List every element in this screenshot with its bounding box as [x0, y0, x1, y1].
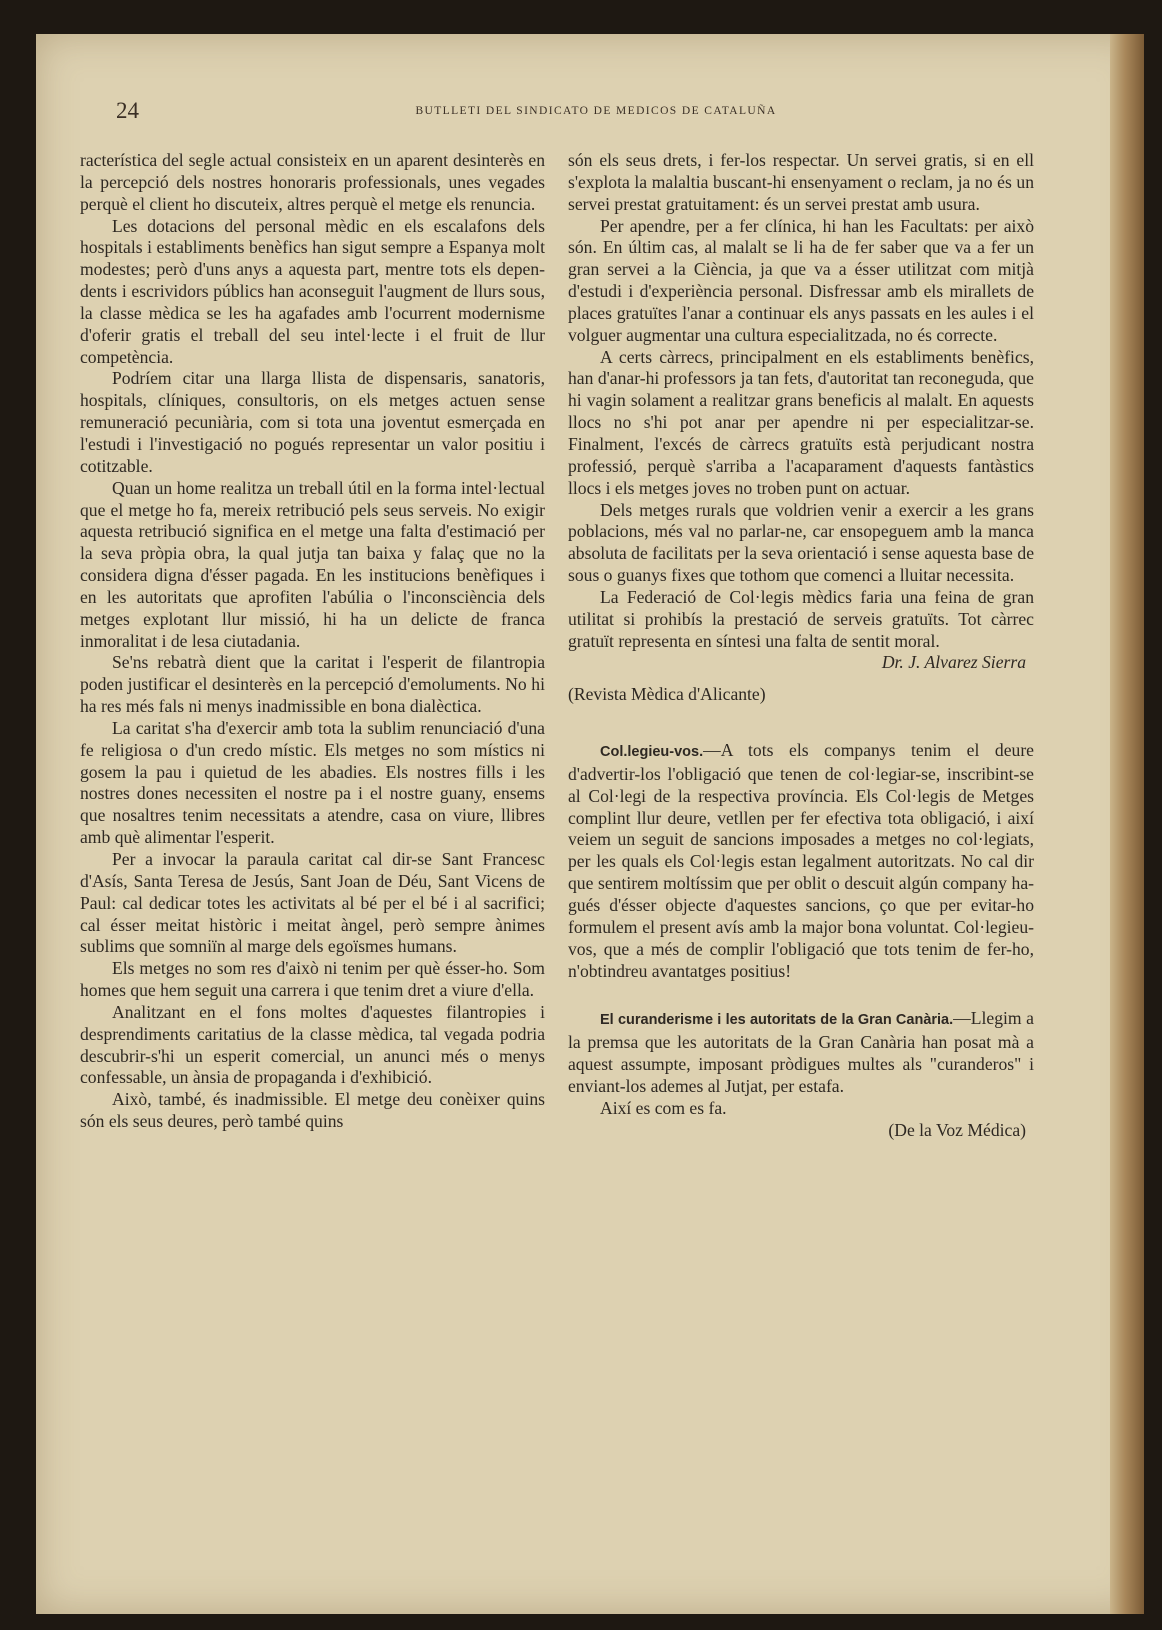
paragraph: són els seus drets, i fer-los respectar. Un servei gratis, si en ell s'explota la malaltia buscant-hi ensenyament o reclam, ja no és un servei prestat gratuitament: és un servei prestat amb usura.: [568, 150, 1034, 214]
paragraph: Podríem citar una llarga llista de dispensaris, sanatoris, hospitals, clíniques, consultoris, on els metges actuen sense remuneració pecuniària, com si tota una joventut esmerçada en l'estudi i l'investigació no pogués representar un valor positiu i cotitzable.: [80, 368, 545, 476]
page-number: 24: [116, 98, 139, 123]
paragraph: Això, també, és inadmissible. El metge deu conèixer quins són els seus deures, però també quins: [80, 1089, 545, 1132]
news-item-curanderisme: [568, 1008, 1034, 1097]
news-heading: El curanderisme i les autoritats de la Gran Canària.: [600, 1012, 954, 1029]
paragraph: A certs càrrecs, principalment en els establiments benèfics, han d'anar-hi professors ja tan fets, d'autoritat tan reconeguda, que hi vagin solament a realitzar grans beneficis al malalt. En aquests llocs no s'hi pot anar per apendre ni per especialitzar-se. Finalment, l'excés de càrrecs gratuïts està perjudicant nostra professió, perquè s'arriba a l'acaparament d'aquests fantàstics llocs i els metges joves no troben punt on actuar.: [568, 346, 1034, 498]
news-item-collegieu: [568, 740, 1034, 982]
paragraph: Analitzant en el fons moltes d'aquestes filantropies i desprendiments caritatius de la classe mèdica, tal vegada podria descubrir-s'hi un esperit comercial, un anunci més o menys confessable, un ànsia de propaganda i d'exhibició.: [80, 1001, 545, 1088]
article-source: (Revista Mèdica d'Alicante): [568, 684, 766, 705]
paragraph: Dels metges rurals que voldrien venir a exercir a les grans poblacions, més val no parlar-ne, car ensopeguem amb la manca absoluta de facilitats per la seva orientació i sense aquesta base de sous o guanys fixes que tothom que comenci a lluitar necessita.: [568, 499, 1034, 586]
paragraph: La Federació de Col·legis mèdics faria una feina de gran utilitat si prohibís la prestació de serveis gratuïts. Tot càrrec gratuït representa en síntesi una falta de sentit moral.: [568, 586, 1034, 651]
paragraph: Quan un home realitza un treball útil en la forma intel·lectual que el metge ho fa, mereix retribució pels seus serveis. No exigir aquesta retribució significa en el metge una falta d'estimació per la seva pròpia obra, la qual jutja tan baixa y falaç que no la considera digna d'ésser pagada. En les institucions benèfiques i en les autoritats que aprofiten l'abúlia o l'inconsciència dels metges explotant llur missió, hi ha un delicte de franca inmoralitat i de lesa ciutadania.: [80, 477, 545, 651]
news-heading: Col.legieu-vos.: [600, 744, 704, 761]
paragraph: Se'ns rebatrà dient que la caritat i l'esperit de filantropia poden justificar el desinterès en la percepció d'emoluments. No hi ha res més fals ni menys inadmissible en bona dialèctica.: [80, 652, 545, 717]
left-column: [80, 150, 545, 1133]
paragraph: Els metges no som res d'això ni tenim per què ésser-ho. Som homes que hem seguit una carrera i que tenim dret a viure d'ella.: [80, 958, 545, 1001]
news-closing: Així es com es fa.: [600, 1097, 727, 1118]
news-body: —A tots els companys tenim el deure d'advertir-los l'obligació que tenen de col·legiar-se, inscribint-se al Col·legi de la respectiva província. Els Col·legis de Metges complint llur deure, vetllen per fer efectiva tota obligació, i així veiem un seguit de sancions imposades a metges no col·legiats, per les quals els Col·legis estan legalment autoritzats. No cal dir que sentirem moltíssim que per oblit o descuit algún company hagués d'ésser objecte d'aquestes sancions, ço que per evitar-ho formulem el present avís amb la major bona voluntat. Col·legieu-vos, que a més de complir l'obligació que tots tenim de fer-ho, n'obtindreu avantatges positius!: [568, 740, 1034, 981]
article-signature: Dr. J. Alvarez Sierra: [881, 652, 1026, 673]
right-column: [568, 150, 1034, 1141]
paragraph: Per a invocar la paraula caritat cal dir-se Sant Francesc d'Asís, Santa Teresa de Jesús, Sant Joan de Déu, Sant Vicens de Paul: cal dedicar totes les activitats al bé per el bé i al sacrifici; cal ésser meitat històric i meitat àngel, però sempre ànimes sublims que somniïn al marge dels egoïsmes humans.: [80, 849, 545, 957]
paragraph: La caritat s'ha d'exercir amb tota la sublim renunciació d'una fe religiosa o d'un credo místic. Els metges no som místics ni gosem la pau i quietud de les abadies. Els nostres fills i les nostres dones necessiten el nostre pa i el nostre guany, ensems que nosaltres tenim necessitats a atendre, casa on viure, llibres amb què alimentar l'esperit.: [80, 717, 545, 848]
news-body: —Llegim a la premsa que les autoritats de la Gran Canària han posat mà a aquest assumpte, imposant pròdigues multes als "curanderos" i enviant-los ademes al Jutjat, per estafa.: [568, 1008, 1034, 1096]
book-spine: [1110, 34, 1144, 1614]
news-citation: (De la Voz Médica): [888, 1119, 1026, 1140]
page-header: [116, 98, 1076, 128]
paragraph: Les dotacions del personal mèdic en els escalafons dels hospitals i establiments benèfics han sigut sempre a Espanya molt modestes; però d'uns anys a aquesta part, mentre tots els dependents i escrividors públics han aconseguit l'augment de llurs sous, la classe mèdica se les ha agafades amb l'ocurrent modernisme d'oferir gratis el treball del seu intel·lecte i el fruit de llur competència.: [80, 215, 545, 367]
paragraph: Per apendre, per a fer clínica, hi han les Facultats: per això són. En últim cas, al malalt se li ha de fer saber que va a fer un gran servei a la Ciència, ja que va a ésser utilitzat com mitjà d'estudi i d'experiència personal. Disfressar amb els mirallets de places gratuïtes l'anar a continuar els anys passats en les aules i el volguer augmentar una cultura especialitzada, no és correcte.: [568, 215, 1034, 345]
section-gap: [568, 982, 1034, 1008]
paragraph: racterística del segle actual consisteix en un aparent desinterès en la percepció dels nostres honoraris professionals, unes vegades perquè el client ho discuteix, altres perquè el metge els renuncia.: [80, 150, 545, 214]
running-title: BUTLLETI DEL SINDICATO DE MEDICOS DE CATALUÑA: [415, 105, 777, 117]
